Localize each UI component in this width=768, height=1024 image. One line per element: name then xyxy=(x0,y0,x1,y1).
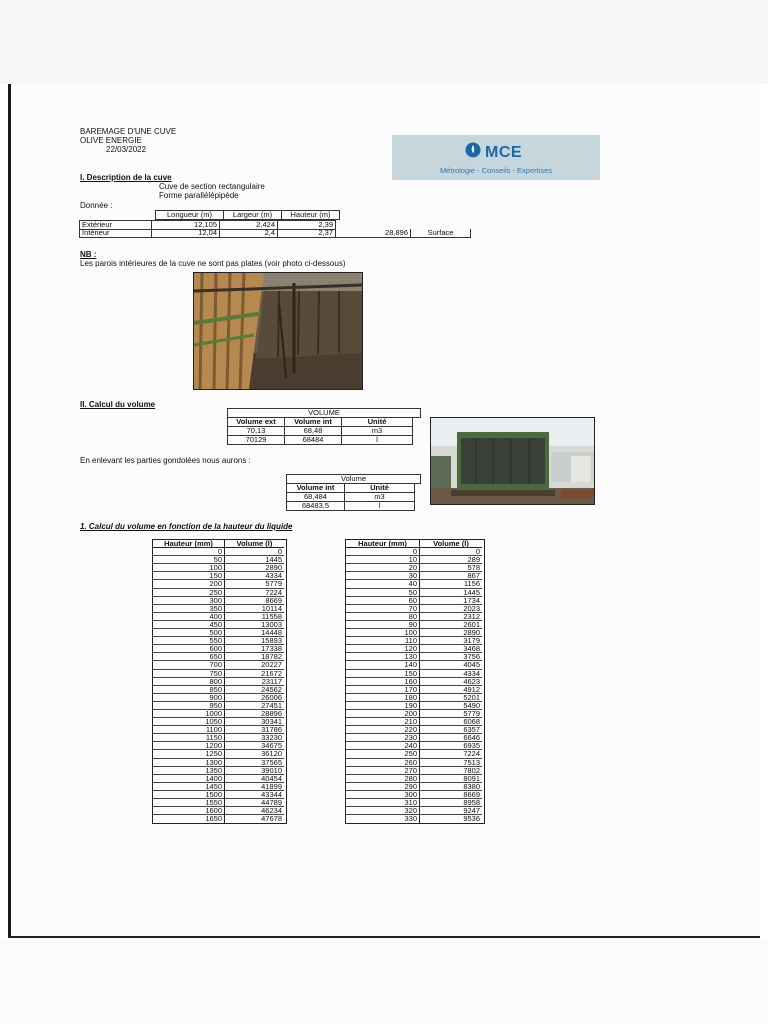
height-cell: 1000 xyxy=(153,710,225,718)
company-name: OLIVE ENERGIE xyxy=(80,136,142,145)
volume-cell: 4623 xyxy=(420,678,482,686)
height-cell: 750 xyxy=(153,670,225,678)
height-cell: 320 xyxy=(346,807,420,815)
exterior-longueur: 12,105 xyxy=(152,221,220,230)
height-cell: 250 xyxy=(346,750,420,758)
document-date: 22/03/2022 xyxy=(106,145,147,154)
volume-cell: 2890 xyxy=(225,564,284,572)
height-cell: 100 xyxy=(153,564,225,572)
volume-cell: 1734 xyxy=(420,597,482,605)
section-3-heading: 1. Calcul du volume en fonction de la hauteur du liquide xyxy=(80,522,293,531)
volume-cell: 2023 xyxy=(420,605,482,613)
volume-cell: 1445 xyxy=(420,589,482,597)
height-cell: 160 xyxy=(346,678,420,686)
volume-cell: 4912 xyxy=(420,686,482,694)
volume-cell: 5779 xyxy=(420,710,482,718)
volume-cell: 289 xyxy=(420,556,482,564)
height-header: Hauteur (mm) xyxy=(153,540,225,548)
volume-cell: 40454 xyxy=(225,775,284,783)
height-cell: 550 xyxy=(153,637,225,645)
height-cell: 850 xyxy=(153,686,225,694)
height-cell: 900 xyxy=(153,694,225,702)
unit-header: Unité xyxy=(342,418,413,427)
height-cell: 500 xyxy=(153,629,225,637)
volume-cell: 867 xyxy=(420,572,482,580)
volume-int-m3: 68,48 xyxy=(285,427,342,436)
height-cell: 0 xyxy=(153,548,225,556)
interior-label: Intérieur xyxy=(80,229,152,238)
water-drop-icon xyxy=(464,140,482,158)
height-cell: 1650 xyxy=(153,815,225,823)
table-row xyxy=(346,815,484,823)
volume2-int-l: 68483,5 xyxy=(287,502,345,511)
height-cell: 130 xyxy=(346,653,420,661)
volume-cell: 44789 xyxy=(225,799,284,807)
volume-cell: 1445 xyxy=(225,556,284,564)
interior-hauteur: 2,37 xyxy=(278,229,336,238)
header-longueur: Longueur (m) xyxy=(156,211,224,220)
height-cell: 450 xyxy=(153,621,225,629)
height-cell: 1550 xyxy=(153,799,225,807)
mce-logo xyxy=(392,135,600,180)
height-cell: 150 xyxy=(346,670,420,678)
height-cell: 90 xyxy=(346,621,420,629)
height-cell: 140 xyxy=(346,661,420,669)
volume-cell: 47678 xyxy=(261,814,282,824)
height-header: Hauteur (mm) xyxy=(346,540,420,548)
height-cell: 230 xyxy=(346,734,420,742)
volume-cell: 7802 xyxy=(420,767,482,775)
height-cell: 330 xyxy=(346,815,420,823)
height-cell: 10 xyxy=(346,556,420,564)
height-cell: 120 xyxy=(346,645,420,653)
height-cell: 400 xyxy=(153,613,225,621)
exterior-largeur: 2,424 xyxy=(220,221,278,230)
volume-cell: 41899 xyxy=(225,783,284,791)
logo-tagline: Métrologie - Conseils - Expertises xyxy=(439,166,553,175)
volume-cell: 9247 xyxy=(420,807,482,815)
height-cell: 150 xyxy=(153,572,225,580)
volume-cell: 6935 xyxy=(420,742,482,750)
volume-cell: 14448 xyxy=(225,629,284,637)
volume-cell: 23117 xyxy=(225,678,284,686)
volume-int-header: Volume int xyxy=(285,418,342,427)
volume-ext-l: 70129 xyxy=(228,436,285,445)
height-cell: 60 xyxy=(346,597,420,605)
volume-cell: 4334 xyxy=(225,572,284,580)
volume-cell: 8091 xyxy=(420,775,482,783)
height-cell: 220 xyxy=(346,726,420,734)
tank-interior-photo xyxy=(193,272,363,390)
volume-cell: 46234 xyxy=(225,807,284,815)
volume-cell: 37565 xyxy=(225,759,284,767)
volume-cell: 33230 xyxy=(225,734,284,742)
volume-ext-header: Volume ext xyxy=(228,418,285,427)
volume-cell: 3756 xyxy=(420,653,482,661)
unit-l: l xyxy=(342,436,413,445)
height-cell: 270 xyxy=(346,767,420,775)
exterior-label: Extérieur xyxy=(80,221,152,230)
volume-cell: 8380 xyxy=(420,783,482,791)
dimensions-header-row xyxy=(155,210,340,220)
header-largeur: Largeur (m) xyxy=(224,211,282,220)
header-hauteur: Hauteur (m) xyxy=(282,211,340,220)
table-row xyxy=(153,815,286,823)
shape-line-2: Forme parallélépipède xyxy=(159,191,239,200)
tank-exterior-photo xyxy=(430,417,595,505)
volume-cell: 2601 xyxy=(420,621,482,629)
volume2-title: Volume xyxy=(287,475,421,484)
logo-name: MCE xyxy=(485,144,523,161)
height-cell: 300 xyxy=(153,597,225,605)
volume-cell: 5779 xyxy=(225,580,284,588)
volume-cell: 13003 xyxy=(225,621,284,629)
volume-cell: 11558 xyxy=(225,613,284,621)
height-cell: 1250 xyxy=(153,750,225,758)
volume-cell: 26006 xyxy=(225,694,284,702)
volume-cell: 10114 xyxy=(225,605,284,613)
height-cell: 350 xyxy=(153,605,225,613)
height-cell: 650 xyxy=(153,653,225,661)
volume-table xyxy=(227,418,413,445)
volume-cell: 4045 xyxy=(420,661,482,669)
scan-left-edge xyxy=(8,84,11,938)
interior-largeur: 2,4 xyxy=(220,229,278,238)
gondolees-note: En enlevant les parties gondolées nous aurons : xyxy=(80,456,251,465)
volume2-unit-header: Unité xyxy=(345,484,415,493)
volume-header: Volume (l) xyxy=(225,540,284,548)
volume-cell: 6357 xyxy=(420,726,482,734)
unit-m3: m3 xyxy=(342,427,413,436)
shape-line-1: Cuve de section rectangulaire xyxy=(159,182,265,191)
nb-text: Les parois intérieures de la cuve ne sont pas plates (voir photo ci-dessous) xyxy=(80,259,346,268)
height-cell: 50 xyxy=(346,589,420,597)
height-cell: 250 xyxy=(153,589,225,597)
volume-cell: 0 xyxy=(225,548,284,556)
volume-cell: 20227 xyxy=(225,661,284,669)
height-cell: 110 xyxy=(346,637,420,645)
nb-label: NB : xyxy=(80,250,97,259)
height-cell: 1150 xyxy=(153,734,225,742)
height-cell: 180 xyxy=(346,694,420,702)
volume-cell: 17338 xyxy=(225,645,284,653)
volume-cell: 5490 xyxy=(420,702,482,710)
volume-int-l: 68484 xyxy=(285,436,342,445)
volume-cell: 7513 xyxy=(420,759,482,767)
section-2-heading: II. Calcul du volume xyxy=(80,400,156,409)
height-cell: 290 xyxy=(346,783,420,791)
interior-longueur: 12,04 xyxy=(152,229,220,238)
volume-cell: 2890 xyxy=(420,629,482,637)
section-1-heading: I. Description de la cuve xyxy=(80,173,172,182)
volume-cell: 31786 xyxy=(225,726,284,734)
volume-cell: 9536 xyxy=(463,814,480,824)
height-cell: 20 xyxy=(346,564,420,572)
volume-cell: 3468 xyxy=(420,645,482,653)
height-cell: 310 xyxy=(346,799,420,807)
volume-cell: 5201 xyxy=(420,694,482,702)
height-cell: 200 xyxy=(346,710,420,718)
height-cell: 170 xyxy=(346,686,420,694)
height-cell: 1450 xyxy=(153,783,225,791)
height-cell: 1350 xyxy=(153,767,225,775)
height-cell: 800 xyxy=(153,678,225,686)
volume-cell: 6068 xyxy=(420,718,482,726)
height-cell: 1400 xyxy=(153,775,225,783)
volume-cell: 1156 xyxy=(420,580,482,588)
height-cell: 280 xyxy=(346,775,420,783)
volume-cell: 578 xyxy=(420,564,482,572)
height-cell: 1600 xyxy=(153,807,225,815)
height-cell: 300 xyxy=(346,791,420,799)
volume-cell: 18782 xyxy=(225,653,284,661)
height-cell: 950 xyxy=(153,702,225,710)
volume-cell: 34675 xyxy=(225,742,284,750)
volume-table-title: VOLUME xyxy=(228,409,421,418)
height-cell: 50 xyxy=(153,556,225,564)
height-cell: 240 xyxy=(346,742,420,750)
height-volume-table-10mm xyxy=(345,539,485,824)
volume-ext-m3: 70,13 xyxy=(228,427,285,436)
height-cell: 30 xyxy=(346,572,420,580)
scan-top-margin xyxy=(0,0,768,84)
height-cell: 1050 xyxy=(153,718,225,726)
scan-bottom-margin xyxy=(0,938,768,1024)
volume2-unit-m3: m3 xyxy=(345,493,415,502)
volume-cell: 24562 xyxy=(225,686,284,694)
volume-header: Volume (l) xyxy=(420,540,482,548)
height-cell: 1500 xyxy=(153,791,225,799)
document-title: BAREMAGE D'UNE CUVE xyxy=(80,127,177,136)
height-cell: 200 xyxy=(153,580,225,588)
surface-label: Surface xyxy=(411,229,471,238)
volume-cell: 28896 xyxy=(225,710,284,718)
height-cell: 1200 xyxy=(153,742,225,750)
surface-value: 28,896 xyxy=(336,229,411,238)
volume-cell: 30341 xyxy=(225,718,284,726)
height-cell: 70 xyxy=(346,605,420,613)
volume-cell: 36120 xyxy=(225,750,284,758)
height-volume-table-50mm xyxy=(152,539,287,824)
volume-cell: 0 xyxy=(420,548,482,556)
volume-table-title-row xyxy=(227,408,421,418)
volume2-int-header: Volume int xyxy=(287,484,345,493)
height-cell: 600 xyxy=(153,645,225,653)
volume2-unit-l: l xyxy=(345,502,415,511)
exterior-hauteur: 2,39 xyxy=(278,221,336,230)
volume-cell: 8669 xyxy=(225,597,284,605)
height-cell: 1300 xyxy=(153,759,225,767)
volume-cell: 8669 xyxy=(420,791,482,799)
volume-cell: 8958 xyxy=(420,799,482,807)
volume-cell: 39010 xyxy=(225,767,284,775)
donnee-label: Donnée : xyxy=(80,201,113,210)
height-cell: 190 xyxy=(346,702,420,710)
volume-cell: 15893 xyxy=(225,637,284,645)
height-cell: 0 xyxy=(346,548,420,556)
volume-cell: 27451 xyxy=(225,702,284,710)
volume-cell: 43344 xyxy=(225,791,284,799)
height-cell: 40 xyxy=(346,580,420,588)
volume2-title-row xyxy=(286,474,421,484)
volume-cell: 4334 xyxy=(420,670,482,678)
height-cell: 210 xyxy=(346,718,420,726)
volume-cell: 21672 xyxy=(225,670,284,678)
volume-cell: 7224 xyxy=(420,750,482,758)
height-cell: 1100 xyxy=(153,726,225,734)
volume2-int-m3: 68,484 xyxy=(287,493,345,502)
height-cell: 260 xyxy=(346,759,420,767)
height-cell: 100 xyxy=(346,629,420,637)
volume-cell: 3179 xyxy=(420,637,482,645)
height-cell: 700 xyxy=(153,661,225,669)
height-cell: 80 xyxy=(346,613,420,621)
volume-cell: 6646 xyxy=(420,734,482,742)
volume-cell: 2312 xyxy=(420,613,482,621)
volume2-table xyxy=(286,484,415,511)
volume-cell: 7224 xyxy=(225,589,284,597)
dimensions-interior-row xyxy=(79,229,471,238)
